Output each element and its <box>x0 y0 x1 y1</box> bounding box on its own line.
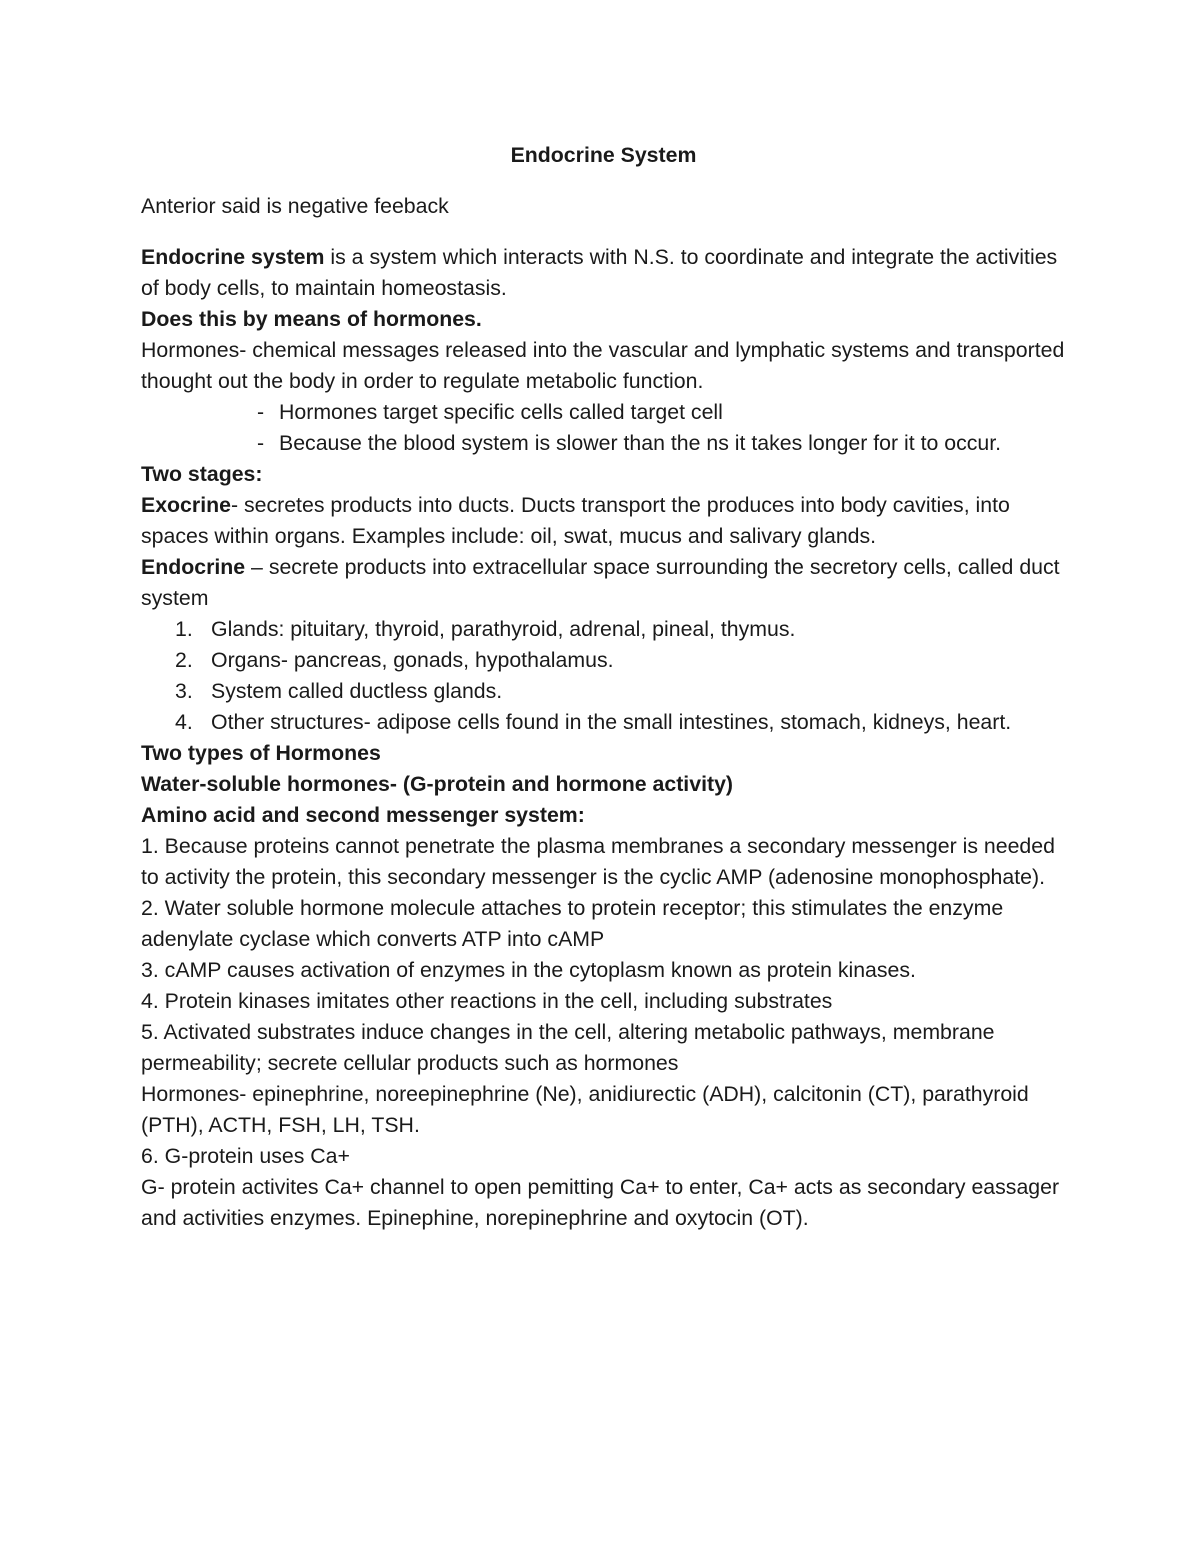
step-paragraph: 2. Water soluble hormone molecule attaches to protein receptor; this stimulates the enzyme adenylate cyclase which converts ATP into cAMP <box>141 896 1004 951</box>
list-item-text: System called ductless glands. <box>211 679 503 703</box>
list-item <box>141 676 1066 707</box>
step-paragraph: 5. Activated substrates induce changes in the cell, altering metabolic pathways, membrane permeability; secrete cellular products such as hormones <box>141 1020 995 1075</box>
endocrine-term: Endocrine <box>141 555 246 579</box>
step-paragraph: G- protein activites Ca+ channel to open pemitting Ca+ to enter, Ca+ acts as secondary eassager and activities enzymes. Epinephine, norepinephrine and oxytocin (OT). <box>141 1175 1060 1230</box>
dash-marker: - <box>257 431 265 455</box>
endocrine-text: – secrete products into extracellular space surrounding the secretory cells, called duct system <box>141 555 1060 610</box>
list-item <box>141 645 1066 676</box>
numbered-list <box>141 614 1066 738</box>
step-paragraph: 6. G-protein uses Ca+ <box>141 1144 350 1168</box>
dash-list <box>141 397 1066 459</box>
water-soluble-heading <box>141 769 1066 800</box>
hormones-heading-text: Does this by means of hormones. <box>141 307 482 331</box>
stages-heading-text: Two stages: <box>141 462 263 486</box>
list-item-text: Other structures- adipose cells found in the small intestines, stomach, kidneys, heart. <box>211 710 1012 734</box>
step-paragraph: 4. Protein kinases imitates other reactions in the cell, including substrates <box>141 989 833 1013</box>
exocrine-paragraph <box>141 490 1066 552</box>
hormones-definition: Hormones- chemical messages released into the vascular and lymphatic systems and transported thought out the body in order to regulate metabolic function. <box>141 338 1065 393</box>
step-paragraph: 1. Because proteins cannot penetrate the plasma membranes a secondary messenger is needed to activity the protein, this secondary messenger is the cyclic AMP (adenosine monophosphate). <box>141 834 1055 889</box>
hormones-heading <box>141 304 1066 335</box>
page-title: Endocrine System <box>510 143 697 167</box>
dash-item <box>141 428 1066 459</box>
endocrine-paragraph <box>141 552 1066 614</box>
definition-text: is a system which interacts with N.S. to coordinate and integrate the activities of body cells, to maintain homeostasis. <box>141 245 1058 300</box>
water-soluble-heading-text: Water-soluble hormones- (G-protein and hormone activity) <box>141 772 734 796</box>
document-page <box>141 140 1066 1234</box>
list-marker: 1. <box>175 617 193 641</box>
dash-item-text: Because the blood system is slower than the ns it takes longer for it to occur. <box>279 431 1002 455</box>
dash-item-text: Hormones target specific cells called target cell <box>279 400 723 424</box>
list-marker: 2. <box>175 648 193 672</box>
list-item <box>141 614 1066 645</box>
list-marker: 4. <box>175 710 193 734</box>
exocrine-text: - secretes products into ducts. Ducts transport the produces into body cavities, into spaces within organs. Examples include: oil, swat, mucus and salivary glands. <box>141 493 1010 548</box>
dash-item <box>141 397 1066 428</box>
step-paragraph: Hormones- epinephrine, noreepinephrine (Ne), anidiurectic (ADH), calcitonin (CT), parathyroid (PTH), ACTH, FSH, LH, TSH. <box>141 1082 1029 1137</box>
definition-paragraph <box>141 242 1066 304</box>
list-item-text: Glands: pituitary, thyroid, parathyroid, adrenal, pineal, thymus. <box>211 617 796 641</box>
exocrine-term: Exocrine <box>141 493 231 517</box>
types-heading-text: Two types of Hormones <box>141 741 381 765</box>
list-item <box>141 707 1066 738</box>
list-item-text: Organs- pancreas, gonads, hypothalamus. <box>211 648 614 672</box>
dash-marker: - <box>257 400 265 424</box>
types-heading <box>141 738 1066 769</box>
list-marker: 3. <box>175 679 193 703</box>
stages-heading <box>141 459 1066 490</box>
intro-line: Anterior said is negative feeback <box>141 194 449 218</box>
step-paragraph: 3. cAMP causes activation of enzymes in the cytoplasm known as protein kinases. <box>141 958 916 982</box>
definition-term: Endocrine system <box>141 245 325 269</box>
amino-heading <box>141 800 1066 831</box>
amino-heading-text: Amino acid and second messenger system: <box>141 803 585 827</box>
